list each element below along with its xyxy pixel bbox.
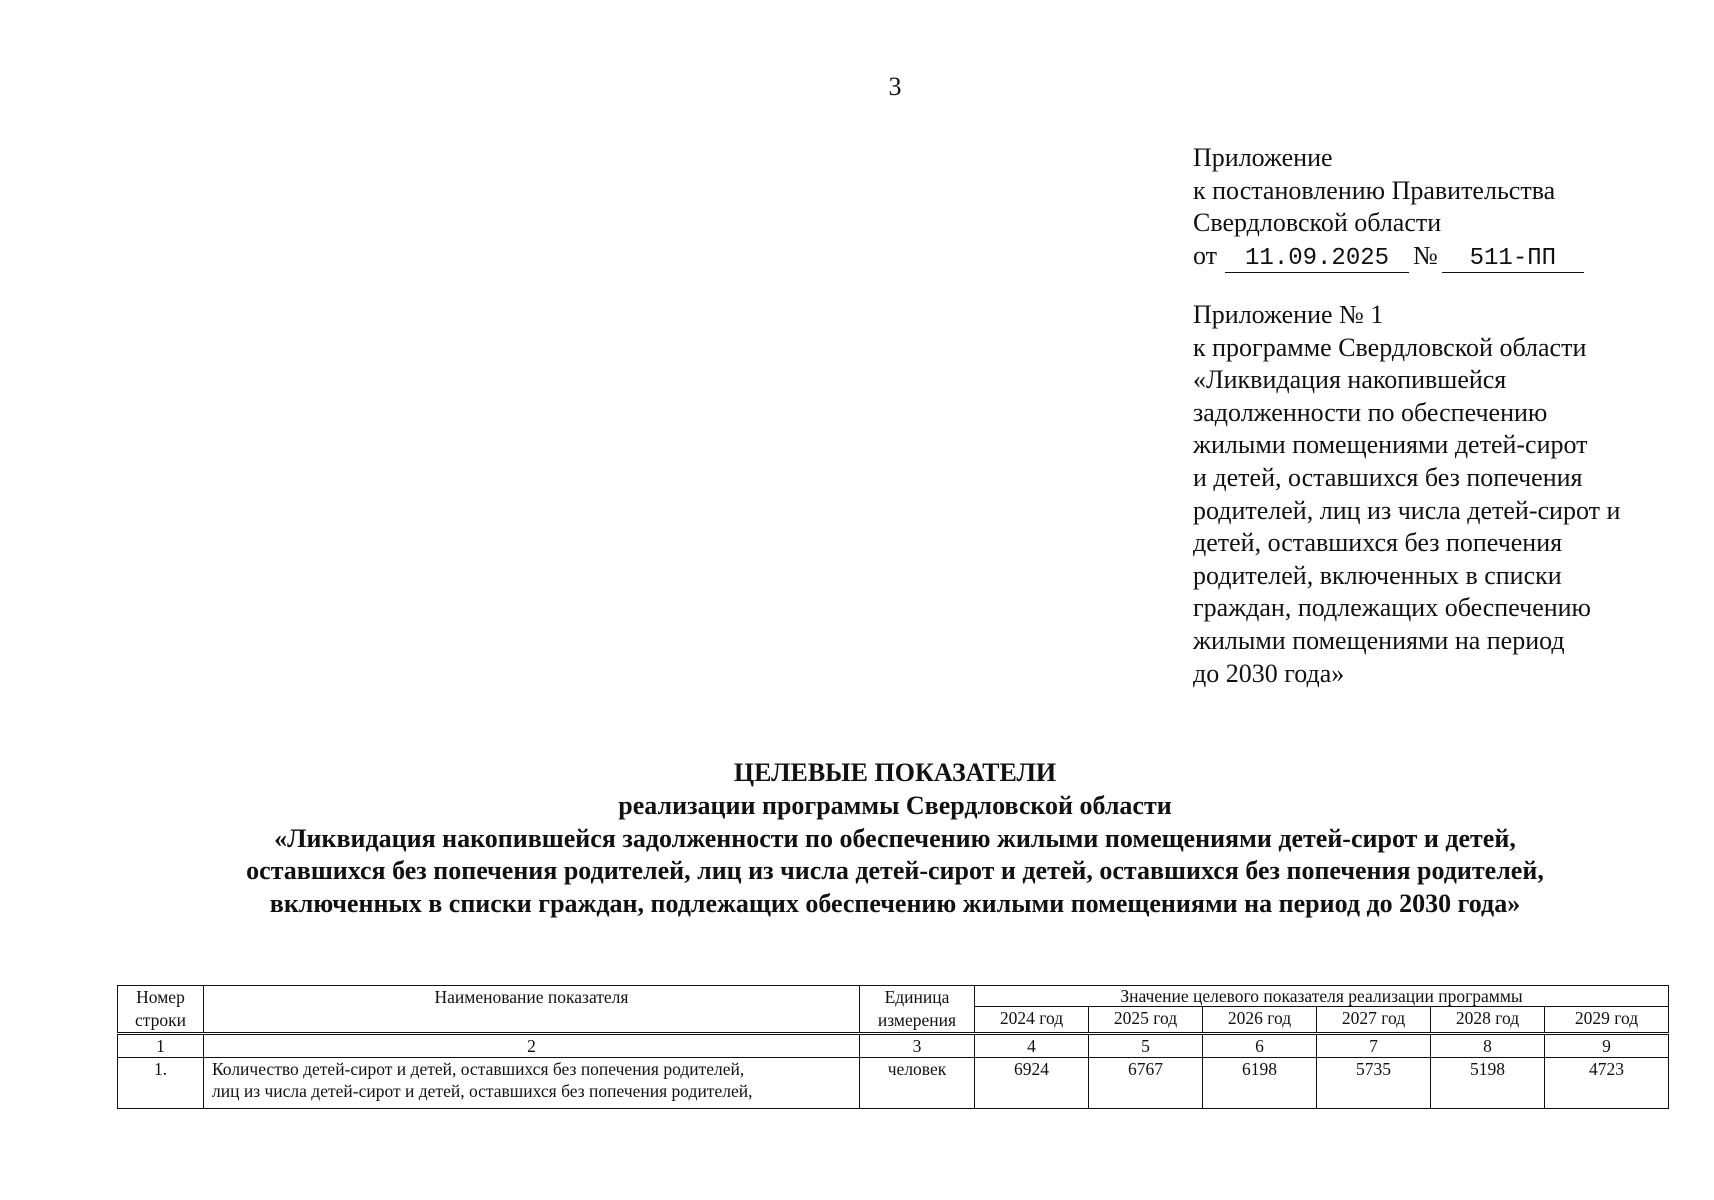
- header-year: 2024 год: [975, 1007, 1089, 1034]
- appendix1-line: детей, оставшихся без попечения: [1193, 528, 1563, 558]
- appendix1-line: жилыми помещениями на период: [1193, 625, 1565, 655]
- header-unit-line2: измерения: [877, 1010, 957, 1030]
- indicator-unit: человек: [860, 1058, 975, 1109]
- appendix1-line: и детей, оставшихся без попечения: [1193, 462, 1583, 492]
- appendix1-line: родителей, включенных в списки: [1193, 560, 1562, 590]
- column-number: 6: [1203, 1034, 1317, 1058]
- appendix1-line: родителей, лиц из числа детей-сирот и: [1193, 495, 1621, 525]
- heading-program-line: включенных в списки граждан, подлежащих обеспечению жилыми помещениями на период до 2030 года»: [269, 889, 1521, 919]
- appendix1-line: задолженности по обеспечению: [1193, 397, 1548, 427]
- attachment-block: [1193, 142, 1693, 273]
- header-year: 2028 год: [1431, 1007, 1545, 1034]
- header-row-number-line2: строки: [135, 1010, 186, 1030]
- heading-program-line: «Ликвидация накопившейся задолженности по обеспечению жилыми помещениями детей-сирот и детей,: [274, 823, 1516, 853]
- attachment-line3: Свердловской области: [1193, 208, 1442, 238]
- header-row-number: [118, 986, 204, 1034]
- decree-number: 511-ПП: [1442, 246, 1584, 273]
- indicator-value-2027: 5735: [1317, 1058, 1431, 1109]
- column-number: 1: [118, 1034, 204, 1058]
- column-number: 5: [1089, 1034, 1203, 1058]
- indicator-name-text: [212, 1058, 855, 1102]
- header-year: 2029 год: [1545, 1007, 1669, 1034]
- header-year: 2026 год: [1203, 1007, 1317, 1034]
- column-number: 7: [1317, 1034, 1431, 1058]
- appendix1-line: жилыми помещениями детей-сирот: [1193, 430, 1588, 460]
- column-number-row: [118, 1034, 1669, 1058]
- appendix1-line: к программе Свердловской области: [1193, 332, 1587, 362]
- indicator-value-2025: 6767: [1089, 1058, 1203, 1109]
- attachment-line2: к постановлению Правительства: [1193, 175, 1556, 205]
- appendix1-line: Приложение № 1: [1193, 300, 1384, 329]
- header-unit: [860, 986, 975, 1034]
- document-heading: [100, 757, 1690, 921]
- heading-program-line: оставшихся без попечения родителей, лиц из числа детей-сирот и детей, оставшихся без попечения родителей,: [246, 856, 1544, 886]
- indicator-name-line1: Количество детей-сирот и детей, оставшихся без попечения родителей,: [212, 1059, 745, 1079]
- table-header-row: [118, 986, 1669, 1007]
- appendix1-line: граждан, подлежащих обеспечению: [1193, 593, 1591, 623]
- column-number: 2: [204, 1034, 860, 1058]
- indicator-value-2026: 6198: [1203, 1058, 1317, 1109]
- attachment-date-line: [1193, 240, 1693, 273]
- indicator-value-2024: 6924: [975, 1058, 1089, 1109]
- appendix1-line: до 2030 года»: [1193, 658, 1345, 688]
- indicators-table: [117, 985, 1669, 1109]
- row-number: 1.: [118, 1058, 204, 1109]
- heading-subtitle: реализации программы Свердловской области: [618, 790, 1172, 820]
- column-number: 3: [860, 1034, 975, 1058]
- indicator-value-2029: 4723: [1545, 1058, 1669, 1109]
- header-year: 2025 год: [1089, 1007, 1203, 1034]
- column-number: 8: [1431, 1034, 1545, 1058]
- page-number: 3: [888, 72, 902, 101]
- column-number: 9: [1545, 1034, 1669, 1058]
- decree-date: 11.09.2025: [1225, 246, 1409, 273]
- header-year: 2027 год: [1317, 1007, 1431, 1034]
- from-label: от: [1193, 240, 1218, 270]
- header-indicator-name: Наименование показателя: [204, 986, 860, 1034]
- header-row-number-line1: Номер: [136, 987, 185, 1007]
- appendix1-line: «Ликвидация накопившейся: [1193, 365, 1507, 395]
- heading-title: ЦЕЛЕВЫЕ ПОКАЗАТЕЛИ: [733, 758, 1057, 787]
- indicator-name-line2: лиц из числа детей-сирот и детей, оставшихся без попечения родителей,: [212, 1081, 753, 1101]
- column-number: 4: [975, 1034, 1089, 1058]
- indicator-name: [204, 1058, 860, 1109]
- appendix1-block: [1193, 299, 1703, 690]
- attachment-line1: Приложение: [1193, 143, 1333, 172]
- indicator-value-2028: 5198: [1431, 1058, 1545, 1109]
- number-sign: №: [1413, 240, 1438, 270]
- header-unit-line1: Единица: [884, 987, 950, 1007]
- table-row: [118, 1058, 1669, 1109]
- header-values-group: Значение целевого показателя реализации программы: [975, 986, 1669, 1007]
